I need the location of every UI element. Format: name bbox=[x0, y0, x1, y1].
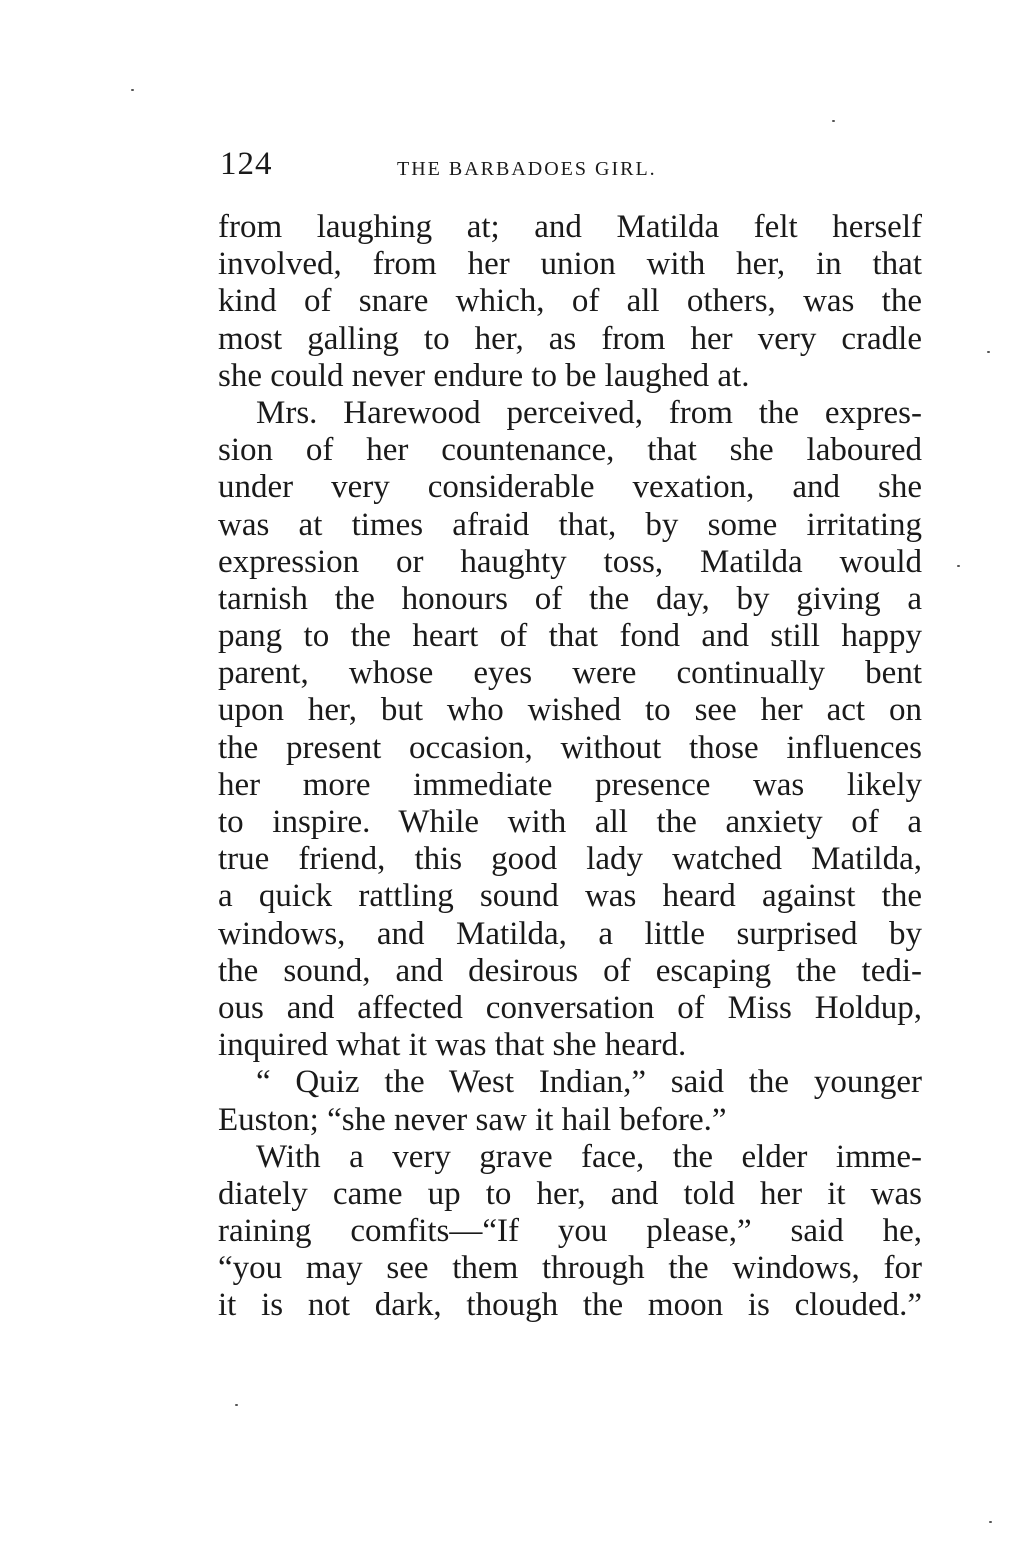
paper-speck bbox=[989, 1521, 992, 1523]
text-line: expression or haughty toss, Matilda would bbox=[218, 543, 922, 580]
text-line: upon her, but who wished to see her act on bbox=[218, 692, 922, 729]
text-line: pang to the heart of that fond and still happy bbox=[218, 618, 922, 655]
text-line: under very considerable vexation, and she bbox=[218, 469, 922, 506]
text-line: ous and affected conversation of Miss Holdup, bbox=[218, 989, 922, 1026]
text-line: the present occasion, without those influences bbox=[218, 729, 922, 766]
text-line: a quick rattling sound was heard against the bbox=[218, 878, 922, 915]
text-line: true friend, this good lady watched Matilda, bbox=[218, 841, 922, 878]
text-line: With a very grave face, the elder imme- bbox=[256, 1138, 922, 1175]
text-line: the sound, and desirous of escaping the tedi- bbox=[218, 952, 922, 989]
text-line: raining comfits—“If you please,” said he, bbox=[218, 1213, 922, 1250]
text-line: inquired what it was that she heard. bbox=[218, 1027, 687, 1064]
page-number: 124 bbox=[220, 146, 273, 182]
running-head: THE BARBADOES GIRL. bbox=[397, 158, 657, 180]
text-line: from laughing at; and Matilda felt herself bbox=[218, 209, 922, 245]
text-line: was at times afraid that, by some irritating bbox=[218, 506, 922, 543]
text-line: sion of her countenance, that she laboured bbox=[218, 432, 922, 469]
text-line: most galling to her, as from her very cradle bbox=[218, 320, 922, 357]
text-line: “ Quiz the West Indian,” said the younger bbox=[256, 1064, 922, 1101]
paper-speck bbox=[131, 89, 134, 91]
paper-speck bbox=[987, 351, 990, 353]
paper-speck bbox=[832, 120, 835, 122]
text-line: kind of snare which, of all others, was the bbox=[218, 283, 922, 320]
text-line: it is not dark, though the moon is clouded.” bbox=[218, 1287, 922, 1324]
paper-speck bbox=[235, 1404, 238, 1406]
text-line: “you may see them through the windows, for bbox=[218, 1250, 922, 1287]
paper-speck bbox=[957, 565, 960, 567]
text-line: to inspire. While with all the anxiety of a bbox=[218, 804, 922, 840]
text-line: she could never endure to be laughed at. bbox=[218, 357, 750, 394]
text-line: involved, from her union with her, in that bbox=[218, 246, 922, 283]
text-line: her more immediate presence was likely bbox=[218, 766, 922, 803]
text-line: windows, and Matilda, a little surprised by bbox=[218, 915, 922, 952]
body-text bbox=[218, 209, 922, 1325]
text-line: Mrs. Harewood perceived, from the expres- bbox=[256, 394, 922, 431]
text-line: tarnish the honours of the day, by giving a bbox=[218, 580, 922, 617]
page-header bbox=[220, 146, 924, 192]
text-line: parent, whose eyes were continually bent bbox=[218, 655, 922, 692]
text-line: Euston; “she never saw it hail before.” bbox=[218, 1101, 727, 1138]
text-line: diately came up to her, and told her it was bbox=[218, 1175, 922, 1212]
